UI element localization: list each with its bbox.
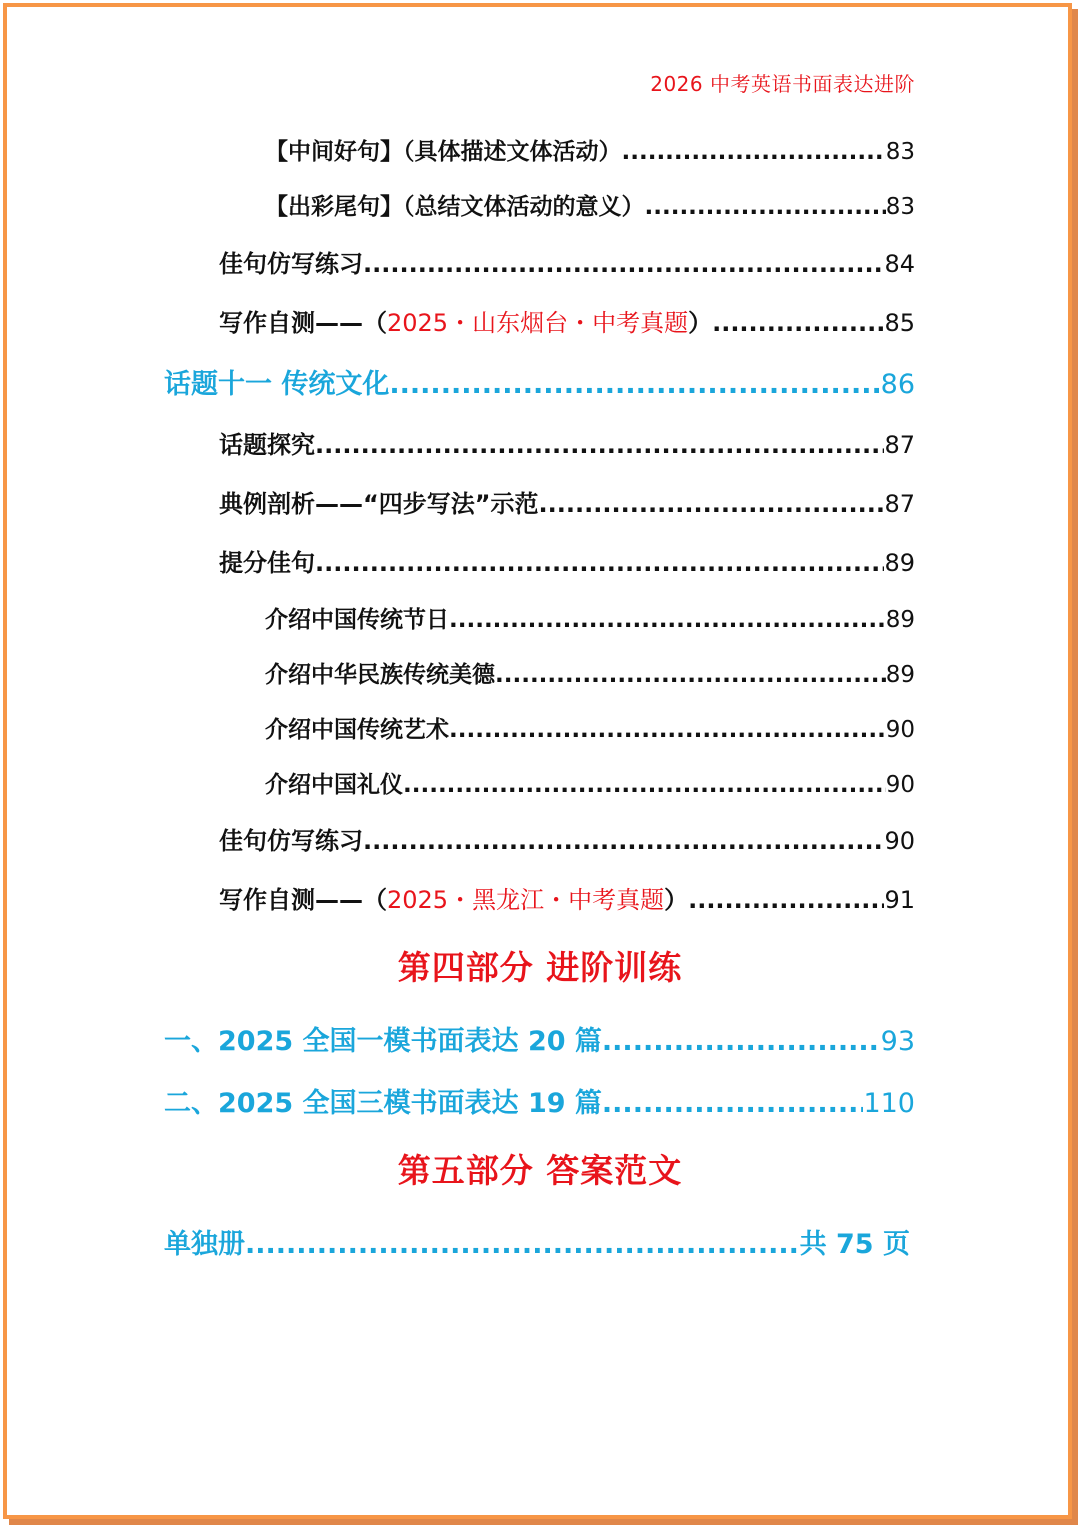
toc-entry-page: 83 bbox=[885, 139, 915, 165]
dot-leader bbox=[495, 662, 886, 688]
toc-entry-label: 介绍中国礼仪 bbox=[265, 772, 403, 798]
toc-entry-label: 佳句仿写练习 bbox=[219, 250, 363, 278]
dot-leader bbox=[315, 549, 884, 577]
dot-leader bbox=[645, 194, 886, 220]
toc-entry-label: 佳句仿写练习 bbox=[219, 827, 363, 855]
label-suffix: ） bbox=[688, 309, 713, 337]
toc-entry-page: 87 bbox=[884, 431, 915, 459]
toc-entry-page: 85 bbox=[884, 309, 915, 337]
toc-entry[interactable] bbox=[219, 425, 915, 460]
toc-entry-page: 86 bbox=[880, 369, 915, 400]
toc-entry[interactable] bbox=[219, 244, 915, 279]
toc-entry-label: 提分佳句 bbox=[219, 549, 315, 577]
running-header: 2026 中考英语书面表达进阶 bbox=[650, 72, 915, 96]
page-frame bbox=[3, 3, 1072, 1519]
toc-entry[interactable] bbox=[219, 821, 915, 856]
toc-topic-entry[interactable] bbox=[164, 362, 915, 401]
toc-entry-page: 共 75 页 bbox=[799, 1229, 910, 1260]
toc-entry-page: 84 bbox=[884, 250, 915, 278]
toc-entry-label: 一、2025 全国一模书面表达 20 篇 bbox=[164, 1026, 602, 1057]
toc-part-entry[interactable] bbox=[164, 1081, 915, 1120]
toc-entry[interactable] bbox=[219, 303, 915, 338]
toc-entry[interactable] bbox=[265, 711, 915, 744]
exam-source: 2025・山东烟台・中考真题 bbox=[387, 309, 689, 337]
toc-entry-label: 典例剖析——“四步写法”示范 bbox=[219, 490, 539, 518]
toc-entry-page: 89 bbox=[885, 607, 915, 633]
toc-part-entry[interactable] bbox=[164, 1019, 915, 1058]
toc-entry-label: 话题探究 bbox=[219, 431, 315, 459]
toc-entry-label bbox=[219, 880, 688, 915]
toc-entry-label bbox=[219, 303, 712, 338]
toc-entry[interactable] bbox=[265, 656, 915, 689]
part-5-title: 第五部分 答案范文 bbox=[397, 1151, 683, 1190]
toc-entry[interactable] bbox=[265, 766, 915, 799]
toc-entry-label: 【出彩尾句】（总结文体活动的意义） bbox=[265, 194, 645, 220]
toc-entry-page: 90 bbox=[885, 772, 915, 798]
toc-entry[interactable] bbox=[265, 133, 915, 166]
dot-leader bbox=[363, 250, 884, 278]
toc-entry-page: 91 bbox=[884, 886, 915, 914]
dot-leader bbox=[403, 772, 886, 798]
toc-entry-label: 二、2025 全国三模书面表达 19 篇 bbox=[164, 1088, 602, 1119]
toc-entry-label: 介绍中国传统艺术 bbox=[265, 717, 449, 743]
toc-entry-label: 【中间好句】（具体描述文体活动） bbox=[265, 139, 622, 165]
toc-part-entry[interactable] bbox=[164, 1222, 910, 1261]
toc-entry[interactable] bbox=[265, 188, 915, 221]
dot-leader bbox=[245, 1229, 800, 1260]
toc-entry-page: 89 bbox=[884, 549, 915, 577]
toc-entry-label: 介绍中华民族传统美德 bbox=[265, 662, 495, 688]
dot-leader bbox=[449, 607, 886, 633]
dot-leader bbox=[363, 827, 884, 855]
label-prefix: 写作自测——（ bbox=[219, 309, 387, 337]
toc-entry-page: 90 bbox=[884, 827, 915, 855]
toc-entry-page: 90 bbox=[885, 717, 915, 743]
dot-leader bbox=[389, 369, 880, 400]
exam-source: 2025・黑龙江・中考真题 bbox=[387, 886, 665, 914]
dot-leader bbox=[602, 1088, 864, 1119]
toc-entry-page: 87 bbox=[884, 490, 915, 518]
dot-leader bbox=[712, 309, 884, 337]
part-4-title: 第四部分 进阶训练 bbox=[397, 948, 683, 987]
toc-entry[interactable] bbox=[265, 601, 915, 634]
toc-entry[interactable] bbox=[219, 880, 915, 915]
toc-entry[interactable] bbox=[219, 543, 915, 578]
toc-entry-page: 110 bbox=[863, 1088, 915, 1119]
toc-entry[interactable] bbox=[219, 484, 915, 519]
toc-entry-page: 93 bbox=[880, 1026, 915, 1057]
toc-entry-page: 83 bbox=[885, 194, 915, 220]
toc-entry-page: 89 bbox=[885, 662, 915, 688]
dot-leader bbox=[622, 139, 886, 165]
dot-leader bbox=[602, 1026, 881, 1057]
dot-leader bbox=[688, 886, 884, 914]
toc-entry-label: 话题十一 传统文化 bbox=[164, 369, 390, 400]
toc-entry-label: 单独册 bbox=[164, 1229, 245, 1260]
label-suffix: ） bbox=[664, 886, 689, 914]
toc-entry-label: 介绍中国传统节日 bbox=[265, 607, 449, 633]
dot-leader bbox=[449, 717, 886, 743]
label-prefix: 写作自测——（ bbox=[219, 886, 387, 914]
dot-leader bbox=[315, 431, 884, 459]
dot-leader bbox=[539, 490, 885, 518]
